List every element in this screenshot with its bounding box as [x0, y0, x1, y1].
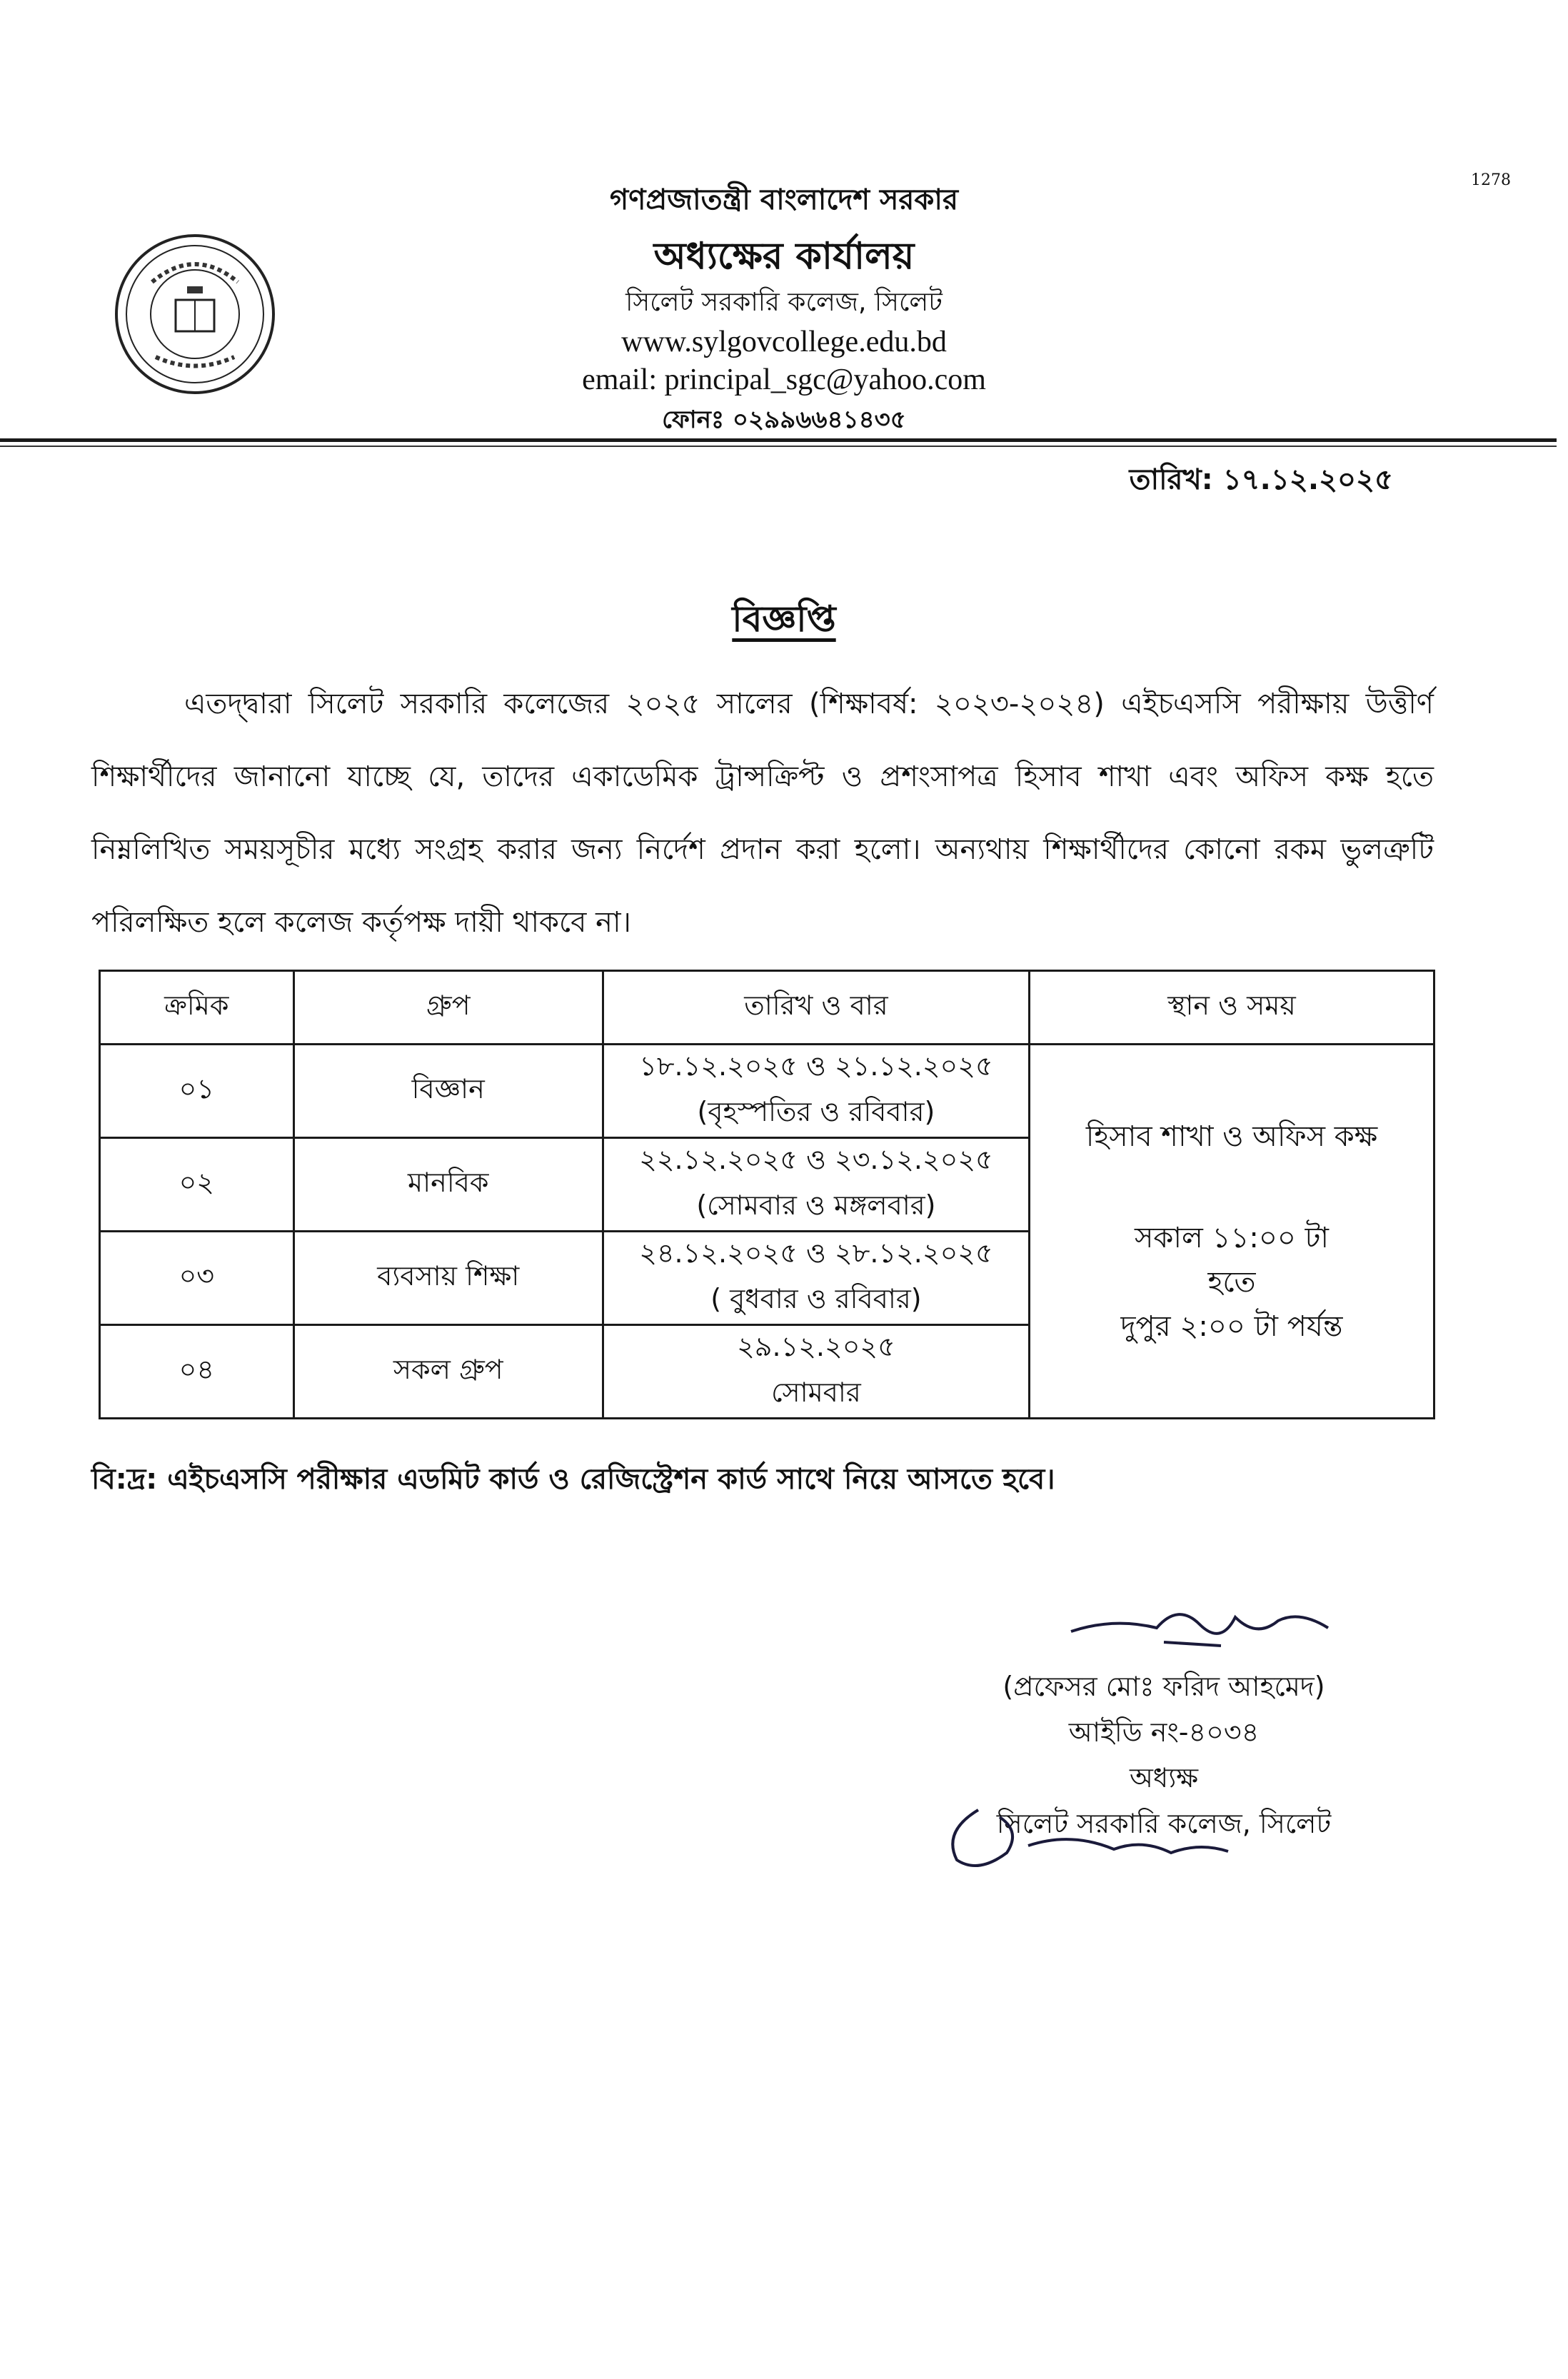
row-date-cell	[603, 1045, 1029, 1138]
college-name: সিলেট সরকারি কলেজ, সিলেট	[625, 288, 943, 317]
row-dates: ২৪.১২.২০২৫ ও ২৮.১২.২০২৫	[639, 1237, 993, 1269]
notice-title-wrap	[0, 593, 1568, 652]
row-days: (বৃহস্পতির ও রবিবার)	[697, 1096, 935, 1127]
row-serial: ০১	[100, 1045, 294, 1138]
col-header-serial: ক্রমিক	[100, 971, 294, 1045]
signatory-name: (প্রফেসর মোঃ ফরিদ আহমেদ)	[1002, 1671, 1325, 1702]
col-header-group: গ্রুপ	[293, 971, 603, 1045]
col-header-location: স্থান ও সময়	[1030, 971, 1434, 1045]
table-row	[100, 1045, 1434, 1138]
office-title: অধ্যক্ষের কার্যালয়	[653, 235, 915, 278]
row-group: ব্যবসায় শিক্ষা	[293, 1232, 603, 1325]
col-header-date: তারিখ ও বার	[603, 971, 1029, 1045]
row-date-cell	[603, 1138, 1029, 1232]
row-days: (সোমবার ও মঙ্গলবার)	[696, 1190, 936, 1221]
row-dates: ২২.১২.২০২৫ ও ২৩.১২.২০২৫	[639, 1144, 993, 1175]
signatory-institution: সিলেট সরকারি কলেজ, সিলেট	[996, 1808, 1332, 1839]
signature-mark-icon	[1057, 1589, 1357, 1674]
header-divider-thin	[0, 446, 1557, 447]
row-serial: ০৪	[100, 1325, 294, 1419]
location-time-cell	[1030, 1045, 1434, 1419]
time-from: সকাল ১১:০০ টা	[1134, 1221, 1330, 1254]
time-to: দুপুর ২:০০ টা পর্যন্ত	[1120, 1309, 1343, 1343]
college-website: www.sylgovcollege.edu.bd	[621, 326, 947, 358]
row-days: সোমবার	[771, 1377, 861, 1408]
schedule-table	[99, 970, 1435, 1419]
signatory-id: আইডি নং-৪০৩৪	[1068, 1716, 1260, 1748]
signatory-designation: অধ্যক্ষ	[1129, 1762, 1198, 1794]
row-group: সকল গ্রুপ	[293, 1325, 603, 1419]
notice-title: বিজ্ঞপ্তি	[732, 598, 836, 640]
college-phone: ফোনঃ ০২৯৯৬৬৪১৪৩৫	[662, 406, 906, 434]
row-date-cell	[603, 1232, 1029, 1325]
row-dates: ১৮.১২.২০২৫ ও ২১.১২.২০২৫	[639, 1050, 993, 1082]
row-date-cell	[603, 1325, 1029, 1419]
time-mid: হতে	[1207, 1265, 1256, 1299]
header-divider	[0, 438, 1557, 442]
signature-initials-icon	[928, 1789, 1257, 1888]
notice-date: তারিখ: ১৭.১২.২০২৫	[1129, 463, 1393, 496]
row-serial: ০২	[100, 1138, 294, 1232]
college-email: email: principal_sgc@yahoo.com	[582, 363, 986, 396]
row-days: ( বুধবার ও রবিবার)	[710, 1283, 922, 1314]
schedule-header-row	[100, 971, 1434, 1045]
notice-body: এতদ্দ্বারা সিলেট সরকারি কলেজের ২০২৫ সালের (শিক্ষাবর্ষ: ২০২৩-২০২৪) এইচএসসি পরীক্ষায় উত্তীর্ণ শিক্ষার্থীদের জানানো যাচ্ছে যে, তাদের একাডেমিক ট্রান্সক্রিপ্ট ও প্রশংসাপত্র হিসাব শাখা এবং অফিস কক্ষ হতে নিম্নলিখিত সময়সূচীর মধ্যে সংগ্রহ করার জন্য নির্দেশ প্রদান করা হলো। অন্যথায় শিক্ষার্থীদের কোনো রকম ভুলত্রুটি পরিলক্ষিত হলে কলেজ কর্তৃপক্ষ দায়ী থাকবে না।	[91, 688, 1434, 939]
location-place: হিসাব শাখা ও অফিস কক্ষ	[1085, 1120, 1378, 1153]
row-dates: ২৯.১২.২০২৫	[737, 1331, 895, 1362]
document-serial-number: 1278	[1471, 171, 1511, 189]
row-group: বিজ্ঞান	[293, 1045, 603, 1138]
row-group: মানবিক	[293, 1138, 603, 1232]
notice-note: বি:দ্র: এইচএসসি পরীক্ষার এডমিট কার্ড ও রেজিস্ট্রেশন কার্ড সাথে নিয়ে আসতে হবে।	[91, 1463, 1055, 1496]
government-name: গণপ্রজাতন্ত্রী বাংলাদেশ সরকার	[610, 183, 958, 216]
row-serial: ০৩	[100, 1232, 294, 1325]
